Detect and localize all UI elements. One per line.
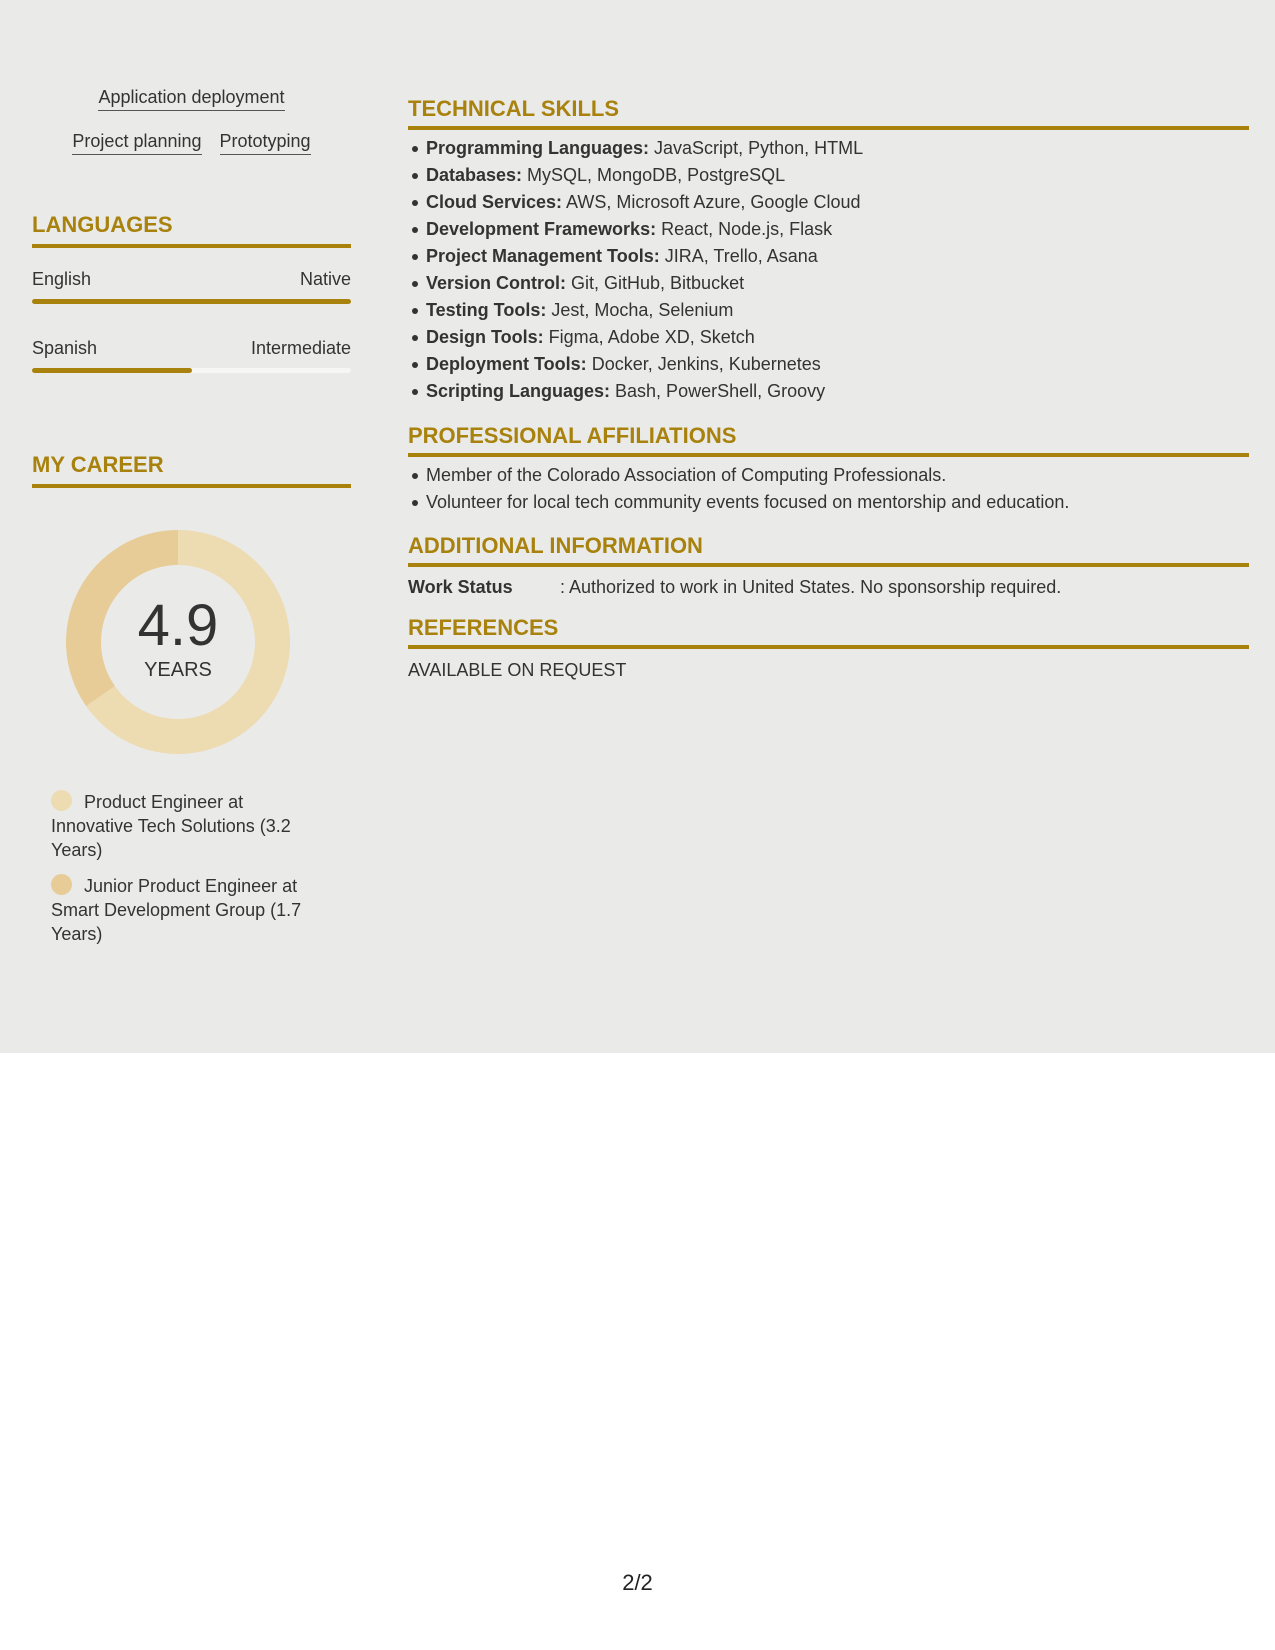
- work-status-value: : Authorized to work in United States. No sponsorship required.: [560, 577, 1062, 597]
- skill-values: JIRA, Trello, Asana: [659, 246, 818, 266]
- list-item: [426, 135, 1249, 162]
- list-item: [426, 270, 1249, 297]
- skill-values: Jest, Mocha, Selenium: [546, 300, 734, 320]
- work-status-row: [408, 576, 1061, 598]
- skill-category: Programming Languages:: [426, 138, 650, 158]
- skill-values: AWS, Microsoft Azure, Google Cloud: [562, 192, 861, 212]
- list-item: Member of the Colorado Association of Computing Professionals.: [426, 462, 1249, 489]
- skill-category: Testing Tools:: [426, 300, 547, 320]
- page-number: 2/2: [622, 1570, 653, 1595]
- skill-category: Design Tools:: [426, 327, 544, 347]
- skill-values: Bash, PowerShell, Groovy: [610, 381, 826, 401]
- references-heading: REFERENCES: [408, 615, 1249, 649]
- work-status-label: Work Status: [408, 577, 513, 597]
- list-item: [426, 324, 1249, 351]
- skill-values: Figma, Adobe XD, Sketch: [543, 327, 755, 347]
- language-bar-english: [32, 299, 351, 304]
- list-item: [426, 189, 1249, 216]
- list-item: [426, 216, 1249, 243]
- career-legend: [51, 790, 321, 958]
- skill-tag-row: [32, 86, 351, 111]
- skill-tag-row: [32, 130, 351, 155]
- skill-category: Cloud Services:: [426, 192, 563, 212]
- list-item: [426, 243, 1249, 270]
- career-heading: MY CAREER: [32, 452, 351, 488]
- language-level: Intermediate: [250, 338, 351, 358]
- skill-tags: [32, 86, 351, 174]
- skill-values: MySQL, MongoDB, PostgreSQL: [522, 165, 786, 185]
- skill-values: React, Node.js, Flask: [656, 219, 833, 239]
- skill-values: JavaScript, Python, HTML: [649, 138, 864, 158]
- language-bar-fill: [32, 299, 351, 304]
- language-name: Spanish: [32, 338, 98, 358]
- legend-dot: [51, 874, 72, 895]
- technical-skills-list: [426, 135, 1249, 405]
- language-name: English: [32, 269, 92, 289]
- skill-category: Databases:: [426, 165, 523, 185]
- language-row-spanish: [32, 337, 351, 359]
- additional-info-heading: ADDITIONAL INFORMATION: [408, 533, 1249, 567]
- skill-values: Git, GitHub, Bitbucket: [566, 273, 745, 293]
- legend-dot: [51, 790, 72, 811]
- career-total-value: 4.9: [137, 593, 219, 658]
- skill-category: Version Control:: [426, 273, 567, 293]
- list-item: [426, 351, 1249, 378]
- affiliations-list: [426, 462, 1249, 516]
- career-legend-item: [51, 790, 321, 862]
- skill-category: Project Management Tools:: [426, 246, 660, 266]
- list-item: [426, 297, 1249, 324]
- affiliations-heading: PROFESSIONAL AFFILIATIONS: [408, 423, 1249, 457]
- list-item: [426, 162, 1249, 189]
- skill-values: Docker, Jenkins, Kubernetes: [586, 354, 821, 374]
- skill-tag: Project planning: [72, 130, 201, 155]
- career-total-unit: YEARS: [144, 659, 212, 681]
- career-donut-chart: [66, 530, 290, 754]
- list-item: [426, 378, 1249, 405]
- skill-tag: Prototyping: [220, 130, 311, 155]
- skill-tag: Application deployment: [98, 86, 284, 111]
- legend-label: Product Engineer at Innovative Tech Solutions (3.2 Years): [51, 792, 291, 860]
- languages-heading: LANGUAGES: [32, 212, 351, 248]
- language-level: Native: [299, 269, 351, 289]
- language-bar-spanish: [32, 368, 351, 373]
- career-legend-item: [51, 874, 321, 946]
- list-item: Volunteer for local tech community events focused on mentorship and education.: [426, 489, 1249, 516]
- technical-skills-heading: TECHNICAL SKILLS: [408, 96, 1249, 130]
- legend-label: Junior Product Engineer at Smart Development Group (1.7 Years): [51, 876, 302, 944]
- skill-category: Scripting Languages:: [426, 381, 611, 401]
- language-bar-fill: [32, 368, 192, 373]
- references-text: AVAILABLE ON REQUEST: [408, 660, 627, 680]
- skill-category: Development Frameworks:: [426, 219, 657, 239]
- skill-category: Deployment Tools:: [426, 354, 587, 374]
- language-row-english: [32, 268, 351, 290]
- career-total: [66, 530, 290, 754]
